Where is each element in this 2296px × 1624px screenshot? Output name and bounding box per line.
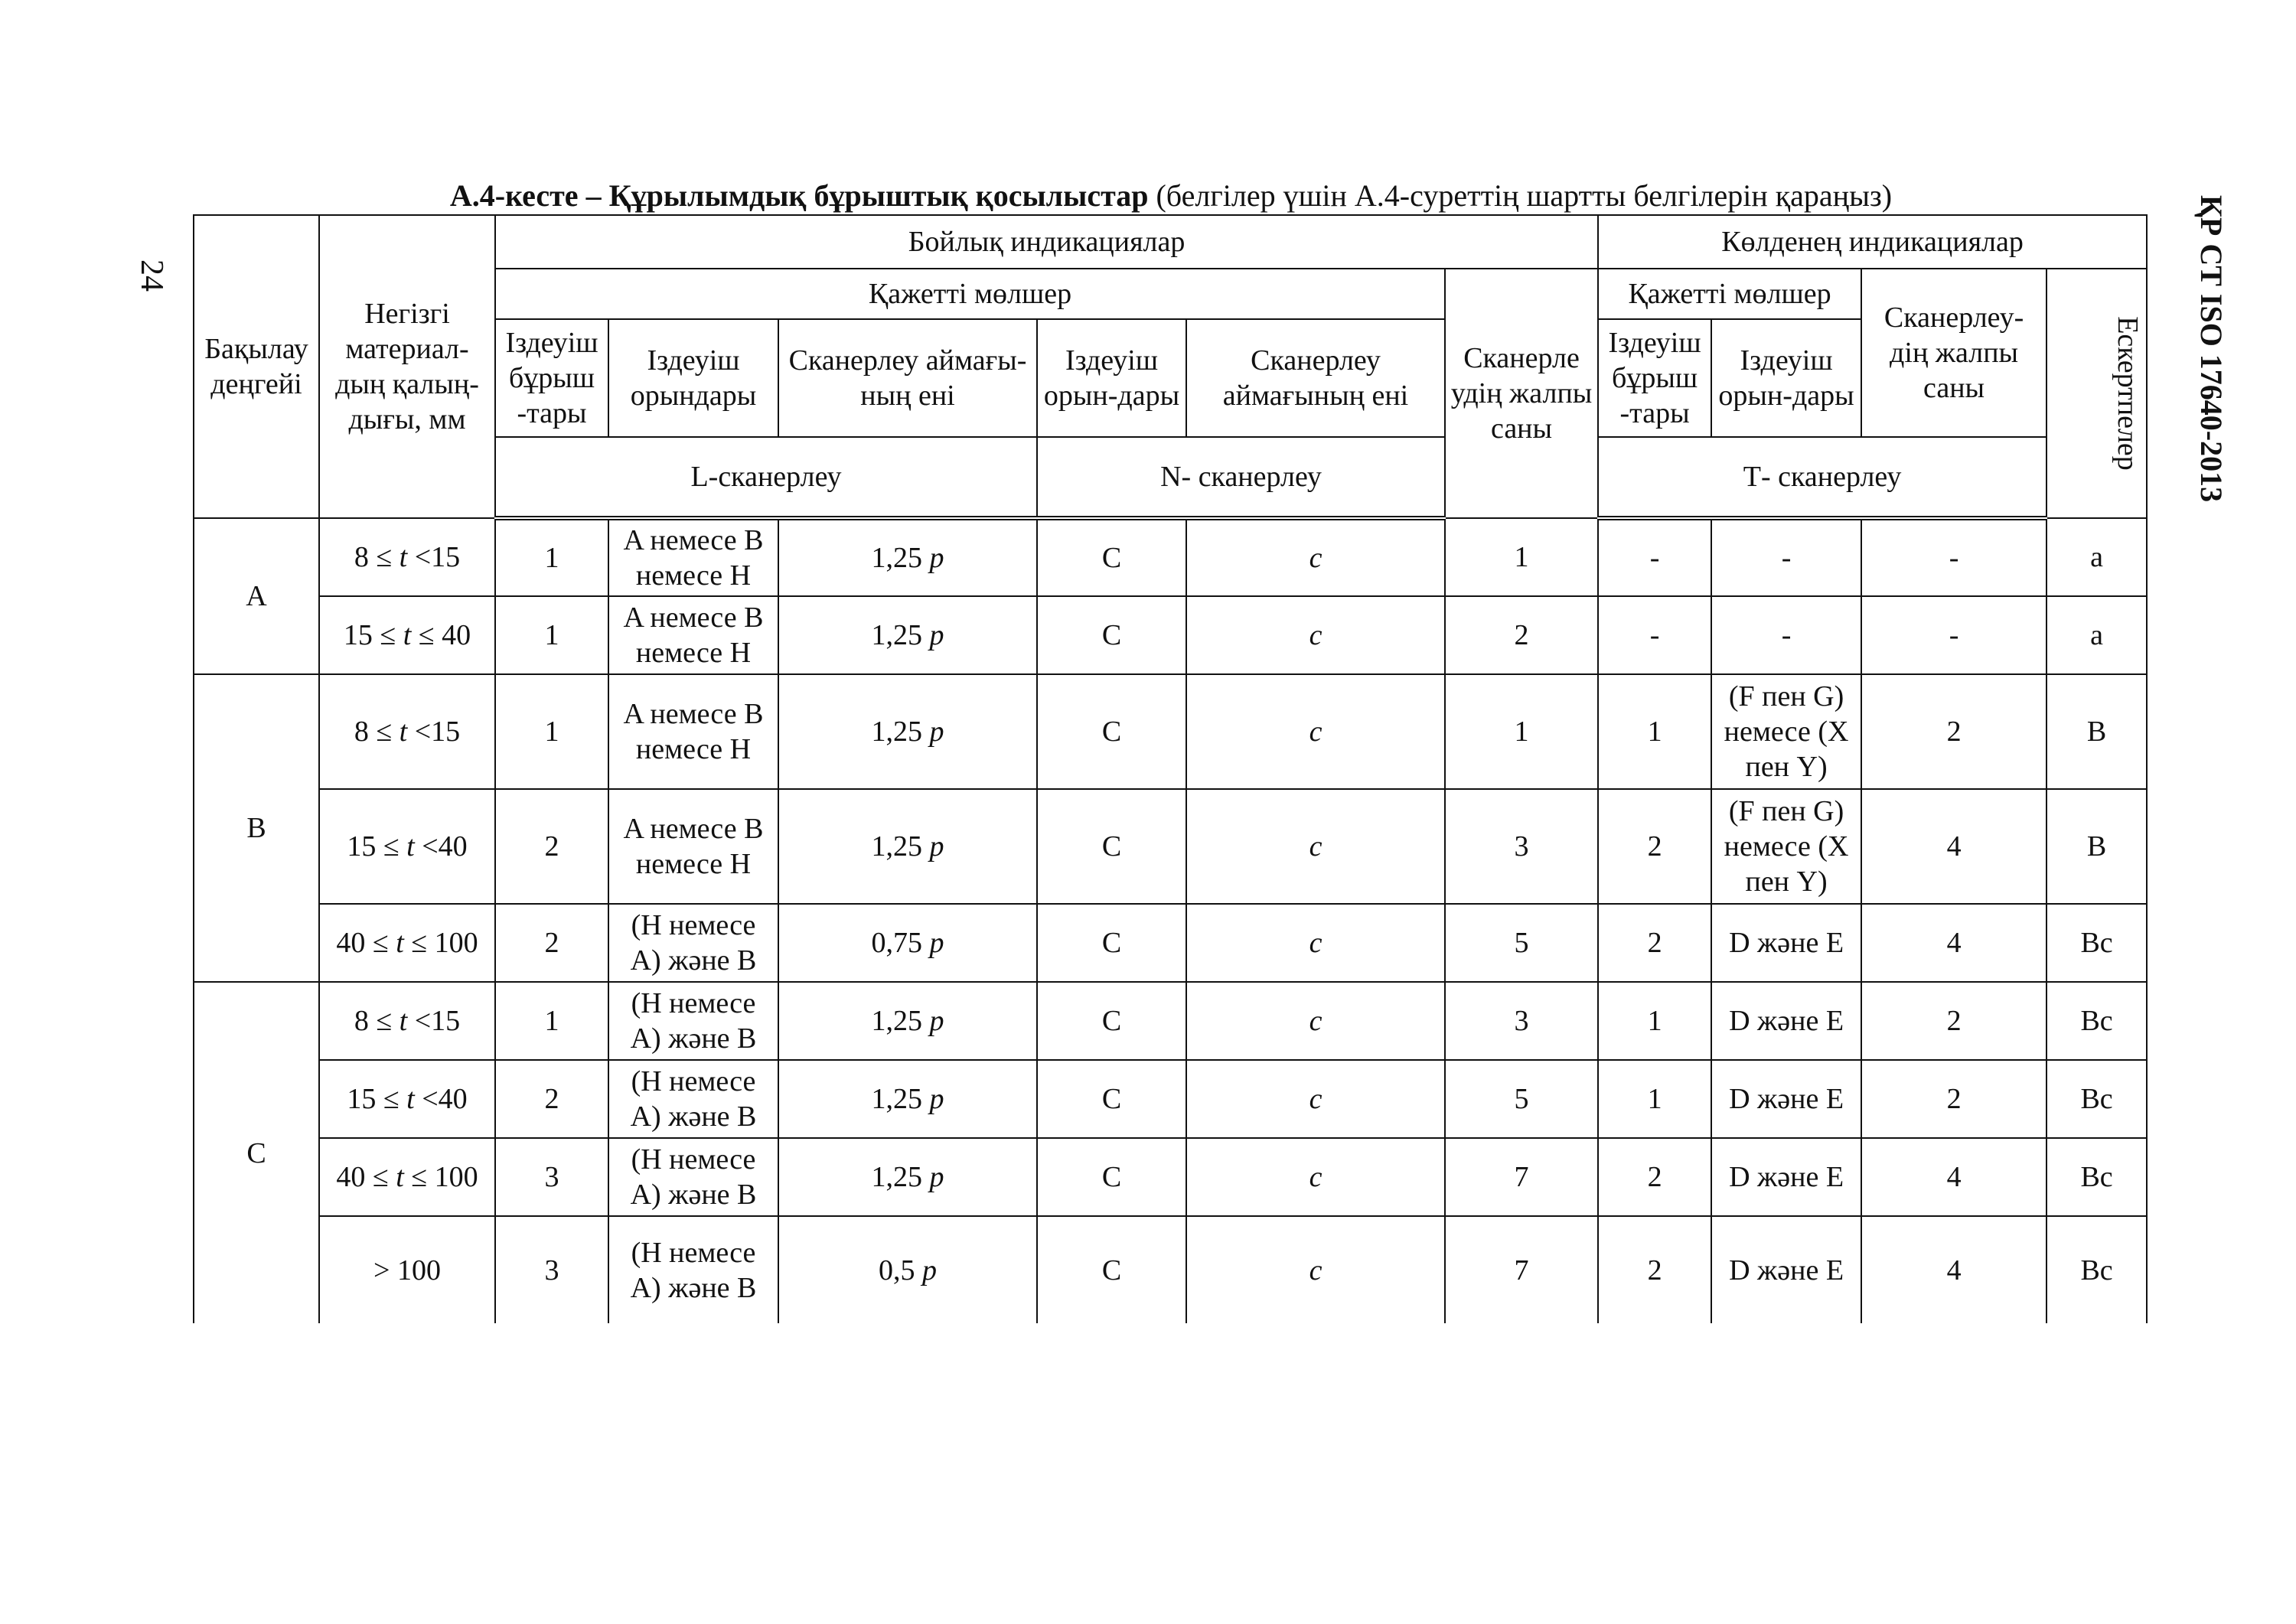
n-scan-width-cell: c (1186, 1060, 1445, 1138)
thickness-cell (319, 1060, 495, 1138)
t-probe-angles-cell: 2 (1598, 1216, 1711, 1323)
total-scans-cell: 3 (1445, 789, 1598, 904)
n-probe-positions-cell: C (1037, 982, 1186, 1060)
thickness-variable: t (406, 830, 415, 863)
thickness-lower: 8 ≤ (354, 1005, 400, 1037)
t-probe-positions-cell: (F пен G) немесе (X пен Y) (1711, 674, 1861, 789)
thickness-cell (319, 596, 495, 674)
header-probe-angles: Іздеуіш бұрыш -тары (495, 319, 608, 437)
remarks-cell: Bc (2047, 1060, 2147, 1138)
header-required-amount: Қажетті мөлшер (495, 269, 1445, 319)
table-row (194, 789, 2147, 904)
scan-width-variable: p (922, 1254, 937, 1286)
table-row (194, 518, 2147, 596)
thickness-variable: t (399, 541, 408, 573)
scan-width-cell (778, 596, 1037, 674)
standard-code (2189, 168, 2235, 528)
t-total-scans-cell: 2 (1861, 674, 2047, 789)
header-remarks (2047, 269, 2147, 518)
thickness-cell (319, 789, 495, 904)
table-row (194, 982, 2147, 1060)
table-row (194, 1060, 2147, 1138)
t-probe-positions-cell: D және E (1711, 982, 1861, 1060)
thickness-upper: <15 (407, 716, 461, 748)
thickness-cell (319, 1138, 495, 1216)
thickness-upper: <15 (407, 1005, 461, 1037)
t-total-scans-cell: 2 (1861, 982, 2047, 1060)
n-scan-width-cell: c (1186, 904, 1445, 982)
table-row (194, 1138, 2147, 1216)
level-cell: C (194, 982, 319, 1323)
total-scans-cell: 1 (1445, 518, 1598, 596)
page-number: 24 (134, 259, 169, 292)
scan-width-variable: p (929, 830, 944, 863)
n-probe-positions-cell: C (1037, 518, 1186, 596)
table-row (194, 904, 2147, 982)
t-probe-angles-cell: 2 (1598, 789, 1711, 904)
n-probe-positions-cell: C (1037, 1060, 1186, 1138)
header-probe-positions-t: Іздеуіш орын-дары (1711, 319, 1861, 437)
scan-width-cell (778, 674, 1037, 789)
header-level: Бақылау деңгейі (194, 215, 319, 518)
level-cell: A (194, 518, 319, 674)
remarks-cell: B (2047, 789, 2147, 904)
table-row (194, 596, 2147, 674)
probe-positions-cell: (H немесе A) және B (608, 904, 778, 982)
scan-width-value: 1,25 (871, 1161, 930, 1193)
probe-positions-cell: A немесе B немесе H (608, 789, 778, 904)
t-total-scans-cell: - (1861, 518, 2047, 596)
scan-width-cell (778, 1138, 1037, 1216)
thickness-lower: 15 ≤ (347, 830, 407, 863)
probe-angles-cell: 2 (495, 789, 608, 904)
thickness-cell (319, 674, 495, 789)
probe-positions-cell: A немесе B немесе H (608, 518, 778, 596)
thickness-upper: ≤ 100 (403, 927, 478, 959)
total-scans-cell: 5 (1445, 904, 1598, 982)
thickness-cell (319, 904, 495, 982)
thickness-variable: t (396, 927, 404, 959)
remarks-cell: a (2047, 596, 2147, 674)
probe-positions-cell: (H немесе A) және B (608, 1138, 778, 1216)
scan-width-value: 1,25 (871, 830, 930, 863)
total-scans-cell: 3 (1445, 982, 1598, 1060)
n-probe-positions-cell: C (1037, 1216, 1186, 1323)
t-probe-angles-cell: - (1598, 596, 1711, 674)
header-probe-positions: Іздеуіш орындары (608, 319, 778, 437)
n-probe-positions-cell: C (1037, 789, 1186, 904)
t-total-scans-cell: 4 (1861, 1216, 2047, 1323)
scan-width-value: 0,75 (871, 927, 930, 959)
probe-angles-cell: 1 (495, 982, 608, 1060)
n-scan-width-cell: c (1186, 674, 1445, 789)
header-scan-width-n: Сканерлеу аймағының ені (1186, 319, 1445, 437)
scan-width-value: 1,25 (871, 619, 930, 651)
remarks-cell: B (2047, 674, 2147, 789)
table-container (193, 214, 2146, 1330)
scan-width-variable: p (929, 542, 944, 574)
scan-width-value: 1,25 (871, 1083, 930, 1115)
thickness-lower: 15 ≤ (343, 619, 403, 651)
header-longitudinal: Бойлық индикациялар (495, 215, 1598, 269)
t-total-scans-cell: 4 (1861, 1138, 2047, 1216)
thickness-upper: ≤ 40 (411, 619, 471, 651)
n-scan-width-cell: c (1186, 1216, 1445, 1323)
probe-positions-cell: (H немесе A) және B (608, 1060, 778, 1138)
scan-width-variable: p (929, 927, 944, 959)
remarks-cell: Bc (2047, 904, 2147, 982)
thickness-variable: t (403, 619, 412, 651)
header-required-amount-t: Қажетті мөлшер (1598, 269, 1861, 319)
thickness-lower: 15 ≤ (347, 1083, 407, 1115)
probe-angles-cell: 1 (495, 674, 608, 789)
probe-angles-cell: 2 (495, 904, 608, 982)
level-cell: B (194, 674, 319, 982)
scan-width-variable: p (929, 1005, 944, 1037)
probe-positions-cell: A немесе B немесе H (608, 596, 778, 674)
thickness-cell (319, 1216, 495, 1323)
probe-angles-cell: 3 (495, 1216, 608, 1323)
scan-width-cell (778, 789, 1037, 904)
scan-width-value: 1,25 (871, 1005, 930, 1037)
n-probe-positions-cell: C (1037, 674, 1186, 789)
header-thickness: Негізгі материал-дың қалың-дығы, мм (319, 215, 495, 518)
thickness-lower: 8 ≤ (354, 716, 400, 748)
thickness-lower: 8 ≤ (354, 541, 400, 573)
scan-width-value: 1,25 (871, 716, 930, 748)
scan-width-variable: p (929, 716, 944, 748)
remarks-cell: a (2047, 518, 2147, 596)
header-scan-width: Сканерлеу аймағы-ның ені (778, 319, 1037, 437)
caption-label: А.4-кесте – Құрылымдық бұрыштық қосылыстар (449, 178, 1149, 213)
t-total-scans-cell: 4 (1861, 789, 2047, 904)
thickness-lower: 40 ≤ (336, 927, 396, 959)
total-scans-cell: 2 (1445, 596, 1598, 674)
t-probe-positions-cell: D және E (1711, 904, 1861, 982)
thickness-lower: 40 ≤ (336, 1161, 396, 1193)
total-scans-cell: 7 (1445, 1138, 1598, 1216)
t-probe-positions-cell: D және E (1711, 1138, 1861, 1216)
n-scan-width-cell: c (1186, 518, 1445, 596)
header-probe-positions-n: Іздеуіш орын-дары (1037, 319, 1186, 437)
t-probe-angles-cell: - (1598, 518, 1711, 596)
standard-code-text: ҚР СТ ISO 17640-2013 (2194, 194, 2229, 502)
thickness-upper: <40 (414, 1083, 468, 1115)
probe-angles-cell: 1 (495, 596, 608, 674)
t-probe-positions-cell: - (1711, 596, 1861, 674)
header-probe-angles-t: Іздеуіш бұрыш -тары (1598, 319, 1711, 437)
n-probe-positions-cell: C (1037, 596, 1186, 674)
probe-angles-cell: 2 (495, 1060, 608, 1138)
scan-width-value: 0,5 (879, 1254, 922, 1286)
total-scans-cell: 1 (1445, 674, 1598, 789)
thickness-variable: t (399, 716, 408, 748)
thickness-upper: <40 (414, 830, 468, 863)
t-probe-positions-cell: - (1711, 518, 1861, 596)
t-probe-positions-cell: D және E (1711, 1060, 1861, 1138)
table-row (194, 1216, 2147, 1323)
probe-positions-cell: A немесе B немесе H (608, 674, 778, 789)
header-t-scan: Т- сканерлеу (1598, 437, 2047, 518)
probe-angles-cell: 1 (495, 518, 608, 596)
t-total-scans-cell: - (1861, 596, 2047, 674)
t-probe-angles-cell: 1 (1598, 674, 1711, 789)
caption-note: (белгілер үшін А.4-суреттің шартты белгілерін қараңыз) (1156, 178, 1893, 213)
probe-angles-cell: 3 (495, 1138, 608, 1216)
header-total-scans: Сканерле удің жалпы саны (1445, 269, 1598, 518)
t-probe-positions-cell: (F пен G) немесе (X пен Y) (1711, 789, 1861, 904)
thickness-upper: ≤ 100 (403, 1161, 478, 1193)
remarks-cell: Bc (2047, 1138, 2147, 1216)
thickness-cell (319, 518, 495, 596)
remarks-cell: Bc (2047, 1216, 2147, 1323)
n-scan-width-cell: c (1186, 789, 1445, 904)
scan-width-variable: p (929, 619, 944, 651)
n-probe-positions-cell: C (1037, 904, 1186, 982)
scan-width-variable: p (929, 1083, 944, 1115)
t-probe-angles-cell: 1 (1598, 982, 1711, 1060)
header-l-scan: L-сканерлеу (495, 437, 1037, 518)
scan-width-cell (778, 518, 1037, 596)
thickness-upper: <15 (407, 541, 461, 573)
table-row (194, 674, 2147, 789)
scan-width-variable: p (929, 1161, 944, 1193)
n-scan-width-cell: c (1186, 982, 1445, 1060)
header-transverse: Көлденең индикациялар (1598, 215, 2147, 269)
thickness-variable: t (406, 1083, 415, 1115)
structural-angle-joints-table (193, 214, 2148, 1323)
t-probe-angles-cell: 1 (1598, 1060, 1711, 1138)
thickness-variable: t (399, 1005, 408, 1037)
thickness-cell (319, 982, 495, 1060)
header-total-scans-t: Сканерлеу-дің жалпы саны (1861, 269, 2047, 437)
probe-positions-cell: (H немесе A) және B (608, 982, 778, 1060)
n-probe-positions-cell: C (1037, 1138, 1186, 1216)
thickness-variable: t (396, 1161, 404, 1193)
table-caption (191, 174, 2151, 217)
thickness-lower: > 100 (373, 1254, 441, 1286)
n-scan-width-cell: c (1186, 596, 1445, 674)
t-total-scans-cell: 2 (1861, 1060, 2047, 1138)
t-total-scans-cell: 4 (1861, 904, 2047, 982)
probe-positions-cell: (H немесе A) және B (608, 1216, 778, 1323)
scan-width-cell (778, 982, 1037, 1060)
table-body (194, 518, 2147, 1323)
total-scans-cell: 7 (1445, 1216, 1598, 1323)
remarks-cell: Bc (2047, 982, 2147, 1060)
header-remarks-text: Ескертпелер (2111, 316, 2144, 471)
t-probe-angles-cell: 2 (1598, 1138, 1711, 1216)
header-n-scan: N- сканерлеу (1037, 437, 1445, 518)
scan-width-cell (778, 1216, 1037, 1323)
scan-width-value: 1,25 (871, 542, 930, 574)
t-probe-positions-cell: D және E (1711, 1216, 1861, 1323)
n-scan-width-cell: c (1186, 1138, 1445, 1216)
scan-width-cell (778, 1060, 1037, 1138)
t-probe-angles-cell: 2 (1598, 904, 1711, 982)
total-scans-cell: 5 (1445, 1060, 1598, 1138)
scan-width-cell (778, 904, 1037, 982)
